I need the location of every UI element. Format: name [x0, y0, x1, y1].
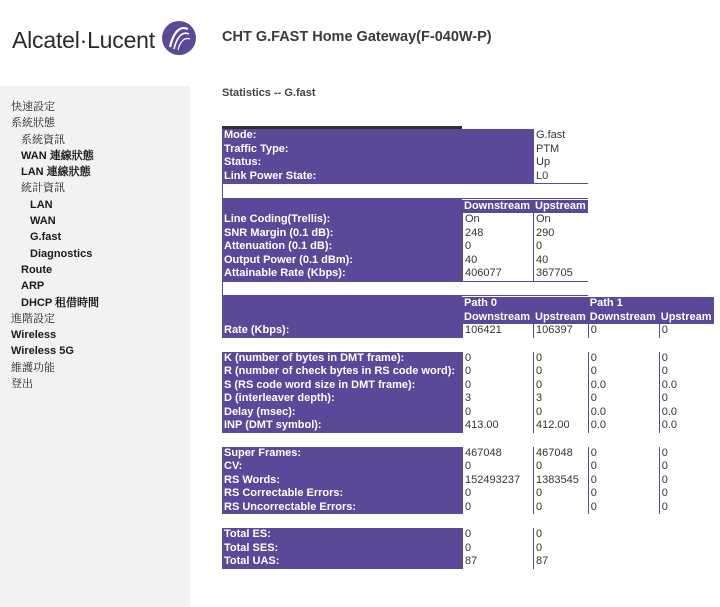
- row-label: Rate (Kbps):: [222, 324, 462, 338]
- row-label: Total ES:: [222, 528, 462, 542]
- header-bar: [222, 296, 462, 311]
- path0-upstream-value: 1383545: [533, 474, 588, 488]
- path0-downstream-value: 0: [462, 365, 533, 379]
- header-bar: [222, 199, 462, 214]
- row-label: Line Coding(Trellis):: [222, 213, 462, 227]
- table-row: [222, 460, 714, 474]
- gfast-statistics: [222, 126, 714, 569]
- gateway-title: CHT G.FAST Home Gateway(F-040W-P): [222, 29, 492, 45]
- sidebar-item-system-info[interactable]: 系統資訊: [21, 133, 65, 146]
- row-value: G.fast: [533, 129, 588, 143]
- path1-upstream-value: 0: [659, 352, 714, 366]
- table-row: [222, 474, 714, 488]
- row-label: Total SES:: [222, 542, 462, 556]
- path0-upstream-value: 0: [533, 406, 588, 420]
- spacer-row: [222, 433, 714, 447]
- table-header-row: [222, 199, 714, 214]
- column-header-upstream: Upstream: [660, 310, 712, 323]
- path0-upstream-value: 0: [533, 487, 588, 501]
- spacer-cell: [222, 338, 714, 352]
- table-header-row: [222, 296, 714, 311]
- table-row: [222, 156, 714, 170]
- table-row: [222, 487, 714, 501]
- row-label: CV:: [222, 460, 462, 474]
- path1-downstream-value: 0: [588, 501, 659, 515]
- brand-name: Alcatel·Lucent: [12, 27, 155, 53]
- table-row: [222, 555, 714, 569]
- spacer-cell: [222, 281, 588, 297]
- upstream-value: 0: [533, 528, 588, 542]
- upstream-value: 290: [533, 227, 588, 241]
- path0-downstream-value: 0: [462, 352, 533, 366]
- path1-downstream-value: 0: [588, 365, 659, 379]
- column-header-downstream: Downstream: [588, 311, 659, 325]
- row-label: Delay (msec):: [222, 406, 462, 420]
- path0-downstream-value: 0: [462, 487, 533, 501]
- column-header-path1: Path 1: [588, 296, 714, 311]
- path1-upstream-value: 0.0: [659, 379, 714, 393]
- path0-upstream-value: 3: [533, 392, 588, 406]
- upstream-value: 367705: [533, 267, 588, 281]
- downstream-value: 0: [462, 528, 533, 542]
- path1-upstream-value: 0.0: [659, 419, 714, 433]
- alcatel-lucent-swirl-icon: [161, 20, 197, 61]
- gfast-stats-table: [222, 129, 714, 569]
- table-row: [222, 143, 714, 157]
- row-label: Super Frames:: [222, 447, 462, 461]
- row-value: PTM: [533, 143, 588, 157]
- table-row: [222, 447, 714, 461]
- row-label: K (number of bytes in DMT frame):: [222, 352, 462, 366]
- row-label-fill: [462, 170, 533, 184]
- path1-upstream-value: 0: [659, 474, 714, 488]
- path0-upstream-value: 0: [533, 365, 588, 379]
- downstream-value: 0: [462, 542, 533, 556]
- table-header-row: [222, 311, 714, 325]
- sidebar-item-logout[interactable]: 登出: [11, 378, 33, 391]
- table-row: [222, 379, 714, 393]
- spacer-row: [222, 281, 714, 297]
- spacer-cell: [222, 433, 714, 447]
- sidebar-item-wan-status[interactable]: WAN 連線狀態: [21, 149, 94, 162]
- table-row: [222, 240, 714, 254]
- path0-upstream-value: 106397: [533, 324, 588, 338]
- header-bar: [222, 311, 462, 325]
- sidebar-item-dhcp-lease[interactable]: DHCP 租借時間: [21, 296, 100, 309]
- path1-downstream-value: 0: [588, 460, 659, 474]
- row-label: Attenuation (0.1 dB):: [222, 240, 462, 254]
- path1-upstream-value: 0: [659, 487, 714, 501]
- sidebar-item-maintenance[interactable]: 維護功能: [11, 361, 55, 374]
- spacer-row: [222, 338, 714, 352]
- row-label: Status:: [222, 156, 462, 170]
- sidebar-nav: [0, 86, 190, 392]
- spacer-row: [222, 514, 714, 528]
- row-label: RS Uncorrectable Errors:: [222, 501, 462, 515]
- row-label-fill: [462, 129, 533, 143]
- path0-upstream-value: 0: [533, 501, 588, 515]
- spacer-cell: [222, 514, 714, 528]
- spacer-row: [222, 183, 714, 199]
- path0-downstream-value: 3: [462, 392, 533, 406]
- sidebar-item-wireless[interactable]: Wireless: [11, 329, 57, 342]
- path1-upstream-value: 0: [659, 447, 714, 461]
- table-row: [222, 213, 714, 227]
- path1-downstream-value: 0: [588, 352, 659, 366]
- path1-upstream-value: 0: [659, 501, 714, 515]
- path0-upstream-value: 0: [533, 352, 588, 366]
- column-header-downstream: Downstream: [462, 311, 533, 325]
- path0-upstream-value: 412.00: [533, 419, 588, 433]
- sidebar-item-quick-setup[interactable]: 快速設定: [11, 101, 55, 113]
- path1-downstream-value: 0: [588, 487, 659, 501]
- table-row: [222, 542, 714, 556]
- sidebar-item-system-status[interactable]: 系統狀態: [11, 117, 55, 130]
- path0-downstream-value: 0: [462, 460, 533, 474]
- upstream-value: 40: [533, 254, 588, 268]
- row-label: Attainable Rate (Kbps):: [222, 267, 462, 281]
- path1-upstream-value: 0: [659, 460, 714, 474]
- table-row: [222, 254, 714, 268]
- row-value: L0: [533, 170, 588, 184]
- path1-downstream-value: 0.0: [588, 379, 659, 393]
- table-row: [222, 129, 714, 143]
- path1-downstream-value: 0: [588, 324, 659, 338]
- table-row: [222, 419, 714, 433]
- sidebar-item-lan-status[interactable]: LAN 連線狀態: [21, 166, 91, 179]
- table-row: [222, 406, 714, 420]
- sidebar-item-arp[interactable]: ARP: [21, 280, 45, 293]
- path0-downstream-value: 0: [462, 379, 533, 393]
- sidebar-item-wireless-5g[interactable]: Wireless 5G: [11, 345, 74, 358]
- row-label: D (interleaver depth):: [222, 392, 462, 406]
- downstream-value: 406077: [462, 267, 533, 281]
- row-label: R (number of check bytes in RS code word):: [222, 365, 462, 379]
- path1-upstream-value: 0.0: [659, 406, 714, 420]
- path0-downstream-value: 467048: [462, 447, 533, 461]
- column-header-path0: Path 0: [462, 296, 588, 311]
- table-row: [222, 528, 714, 542]
- table-row: [222, 267, 714, 281]
- row-label: Output Power (0.1 dBm):: [222, 254, 462, 268]
- sidebar-item-advanced[interactable]: 進階設定: [11, 312, 55, 325]
- path0-upstream-value: 0: [533, 379, 588, 393]
- row-label: RS Correctable Errors:: [222, 487, 462, 501]
- column-header-upstream: Upstream: [535, 199, 586, 212]
- row-label: Mode:: [222, 129, 462, 143]
- downstream-value: 87: [462, 555, 533, 569]
- path0-downstream-value: 413.00: [462, 419, 533, 433]
- downstream-value: 248: [462, 227, 533, 241]
- path0-upstream-value: 467048: [533, 447, 588, 461]
- row-label-fill: [462, 156, 533, 170]
- spacer-cell: [222, 183, 588, 199]
- path0-downstream-value: 0: [462, 501, 533, 515]
- table-row: [222, 324, 714, 338]
- table-row: [222, 365, 714, 379]
- downstream-value: On: [462, 213, 533, 227]
- column-header-upstream: Upstream: [535, 310, 586, 323]
- row-label-fill: [462, 143, 533, 157]
- sidebar-item-route[interactable]: Route: [21, 263, 53, 276]
- path0-downstream-value: 0: [462, 406, 533, 420]
- sidebar-item-stats-wan[interactable]: WAN: [30, 215, 56, 228]
- downstream-value: 40: [462, 254, 533, 268]
- row-label: Link Power State:: [222, 170, 462, 184]
- path0-upstream-value: 0: [533, 460, 588, 474]
- upstream-value: 87: [533, 555, 588, 569]
- path1-upstream-value: 0: [659, 365, 714, 379]
- table-row: [222, 392, 714, 406]
- path1-upstream-value: 0: [659, 392, 714, 406]
- path0-downstream-value: 106421: [462, 324, 533, 338]
- path1-upstream-value: 0: [659, 324, 714, 338]
- path1-downstream-value: 0.0: [588, 406, 659, 420]
- downstream-value: 0: [462, 240, 533, 254]
- sidebar-item-statistics[interactable]: 統計資訊: [21, 182, 65, 195]
- sidebar-item-stats-gfast[interactable]: G.fast: [30, 231, 62, 244]
- row-value: Up: [533, 156, 588, 170]
- path1-downstream-value: 0.0: [588, 419, 659, 433]
- path0-downstream-value: 152493237: [462, 474, 533, 488]
- path1-downstream-value: 0: [588, 392, 659, 406]
- sidebar-item-diagnostics[interactable]: Diagnostics: [30, 247, 93, 260]
- upstream-value: 0: [533, 240, 588, 254]
- row-label: S (RS code word size in DMT frame):: [222, 379, 462, 393]
- page-title: Statistics -- G.fast: [222, 87, 316, 99]
- path1-downstream-value: 0: [588, 447, 659, 461]
- column-header-downstream: Downstream: [462, 199, 533, 214]
- sidebar-item-stats-lan[interactable]: LAN: [30, 198, 53, 211]
- table-row: [222, 227, 714, 241]
- row-label: SNR Margin (0.1 dB):: [222, 227, 462, 241]
- brand-logo: [12, 20, 197, 61]
- upstream-value: 0: [533, 542, 588, 556]
- table-row: [222, 501, 714, 515]
- row-label: Traffic Type:: [222, 143, 462, 157]
- table-row: [222, 170, 714, 184]
- upstream-value: On: [533, 213, 588, 227]
- row-label: RS Words:: [222, 474, 462, 488]
- row-label: Total UAS:: [222, 555, 462, 569]
- table-row: [222, 352, 714, 366]
- path1-downstream-value: 0: [588, 474, 659, 488]
- row-label: INP (DMT symbol):: [222, 419, 462, 433]
- sidebar: [0, 86, 190, 607]
